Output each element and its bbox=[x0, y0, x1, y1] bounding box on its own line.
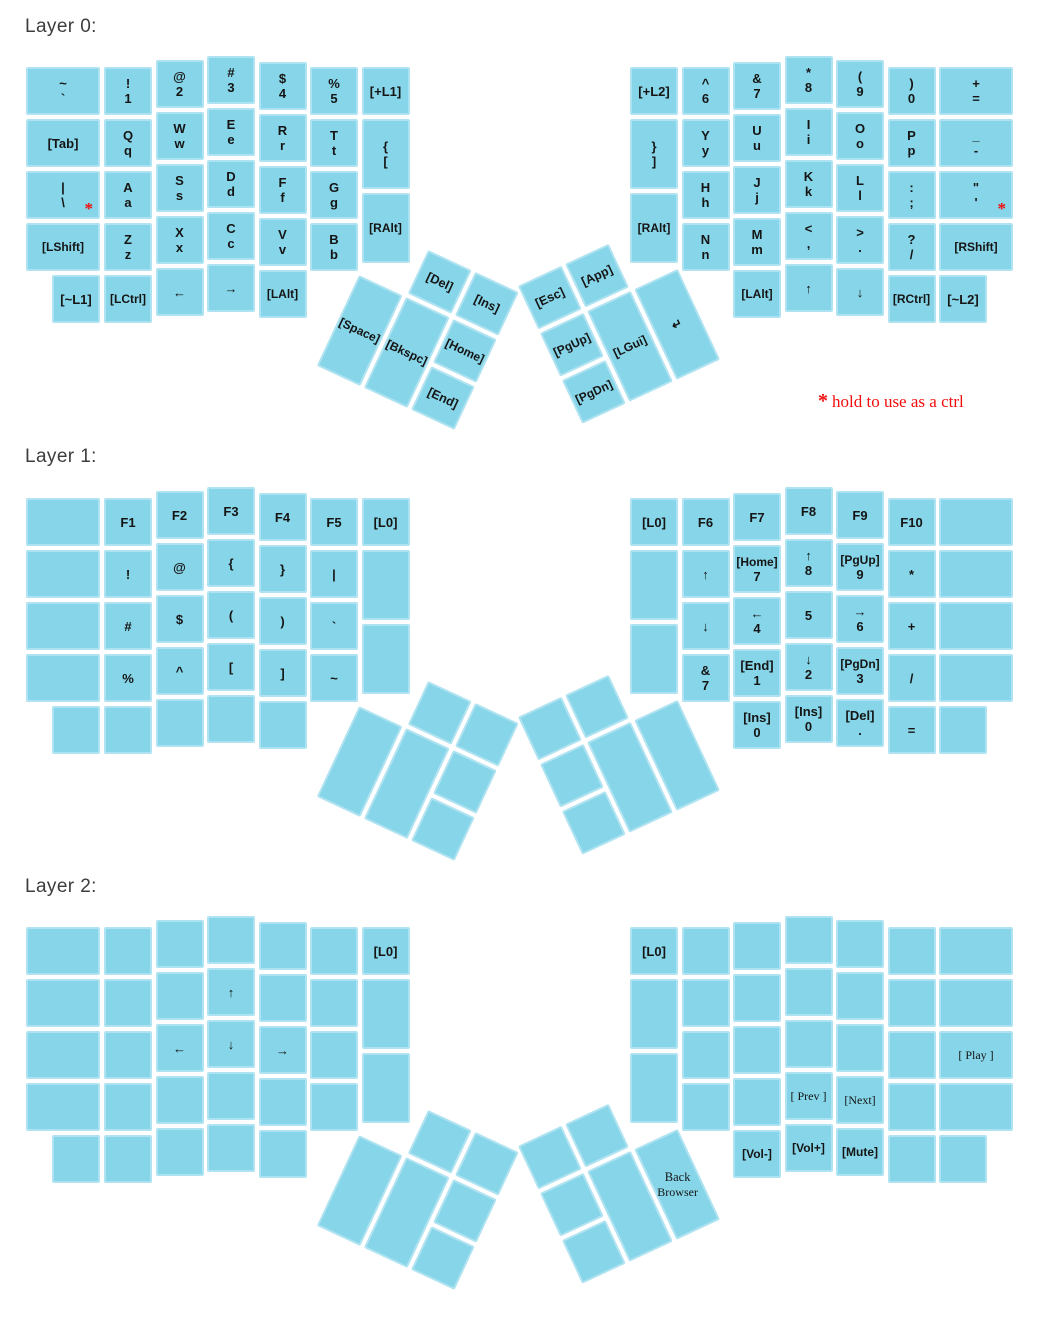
key-left-c3r4 bbox=[156, 1128, 204, 1176]
key-right-c5r1: [PgUp] 9 bbox=[836, 543, 884, 591]
key-left-c4r1: ↑ bbox=[207, 968, 255, 1016]
key-right-c6r3: / bbox=[888, 654, 936, 702]
key-right-c7r2 bbox=[939, 602, 1013, 650]
key-left-c4r2: ↓ bbox=[207, 1020, 255, 1068]
key-left-c6r3: ~ bbox=[310, 654, 358, 702]
key-left-c1r0 bbox=[26, 498, 100, 546]
key-left-c2r0: ! 1 bbox=[104, 67, 152, 115]
key-left-c7r0: [+L1] bbox=[362, 67, 410, 115]
key-left-c4r3: C c bbox=[207, 212, 255, 260]
key-right-c3r0 bbox=[733, 922, 781, 970]
key-left-c3r2: ← bbox=[156, 1024, 204, 1072]
key-right-c2r1: ↑ bbox=[682, 550, 730, 598]
key-right-c6r4 bbox=[888, 1135, 936, 1183]
key-left-c2r1: Q q bbox=[104, 119, 152, 167]
key-right-c5r4: [Mute] bbox=[836, 1128, 884, 1176]
key-right-c3r2: J j bbox=[733, 166, 781, 214]
key-right-c7r0 bbox=[939, 498, 1013, 546]
key-right-c2r1: Y y bbox=[682, 119, 730, 167]
key-left-c4r4: → bbox=[207, 264, 255, 312]
key-left-c4r3: [ bbox=[207, 643, 255, 691]
key-left-c5r0: $ 4 bbox=[259, 62, 307, 110]
key-left-c5r2: F f bbox=[259, 166, 307, 214]
key-right-c7r2: " ' * bbox=[939, 171, 1013, 219]
asterisk-icon: * bbox=[997, 199, 1006, 218]
key-right-c4r0: * 8 bbox=[785, 56, 833, 104]
key-left-c4r1: E e bbox=[207, 108, 255, 156]
key-right-c1r0: [+L2] bbox=[630, 67, 678, 115]
key-right-c4r4: [Ins] 0 bbox=[785, 695, 833, 743]
key-left-c1r0: ~ ` bbox=[26, 67, 100, 115]
key-left-c4r0: # 3 bbox=[207, 56, 255, 104]
key-left-c3r0 bbox=[156, 920, 204, 968]
key-left-c3r0: F2 bbox=[156, 491, 204, 539]
key-right-c6r2 bbox=[888, 1031, 936, 1079]
key-left-c2r3: Z z bbox=[104, 223, 152, 271]
key-left-c6r1: T t bbox=[310, 119, 358, 167]
key-right-c4r4: [Vol+] bbox=[785, 1124, 833, 1172]
key-right-c3r4: [Ins] 0 bbox=[733, 701, 781, 749]
key-left-c1r2: | \ * bbox=[26, 171, 100, 219]
key-left-c5r1: R r bbox=[259, 114, 307, 162]
key-left-c2r2 bbox=[104, 1031, 152, 1079]
key-left-c6r3 bbox=[310, 1083, 358, 1131]
key-right-c6r1: * bbox=[888, 550, 936, 598]
key-left-c2r0 bbox=[104, 927, 152, 975]
key-left-c2r4 bbox=[104, 1135, 152, 1183]
key-left-c7t1: { [ bbox=[362, 119, 410, 189]
key-right-c4r3: [ Prev ] bbox=[785, 1072, 833, 1120]
key-left-c4r0: F3 bbox=[207, 487, 255, 535]
key-left-c3r2: S s bbox=[156, 164, 204, 212]
key-right-c6r3 bbox=[888, 1083, 936, 1131]
key-right-c5r3: [Next] bbox=[836, 1076, 884, 1124]
key-right-t_enter: Back Browser bbox=[634, 1129, 720, 1240]
layer-2-heading: Layer 2: bbox=[25, 876, 97, 897]
key-left-c7r0: [L0] bbox=[362, 927, 410, 975]
key-right-c4r2: K k bbox=[785, 160, 833, 208]
key-right-c5r4: [Del] . bbox=[836, 699, 884, 747]
key-left-c6r2 bbox=[310, 1031, 358, 1079]
key-left-c5r0: F4 bbox=[259, 493, 307, 541]
key-right-c3r3: [End] 1 bbox=[733, 649, 781, 697]
key-left-c2r2: # bbox=[104, 602, 152, 650]
layer-0-heading: Layer 0: bbox=[25, 16, 97, 37]
note-text: hold to use as a ctrl bbox=[832, 392, 964, 411]
key-left-t_space: [Space] bbox=[317, 275, 403, 386]
hold-ctrl-note bbox=[818, 390, 964, 413]
key-left-c2r4 bbox=[104, 706, 152, 754]
layer-1-heading: Layer 1: bbox=[25, 446, 97, 467]
key-left-c7t2 bbox=[362, 1053, 410, 1123]
key-left-c6r1: | bbox=[310, 550, 358, 598]
key-right-c1t1 bbox=[630, 550, 678, 620]
key-right-c7r0 bbox=[939, 927, 1013, 975]
key-left-c5r4: [LAlt] bbox=[259, 270, 307, 318]
key-right-c1t2 bbox=[630, 1053, 678, 1123]
key-right-c4r1: ↑ 8 bbox=[785, 539, 833, 587]
key-left-t_del: [Del] bbox=[408, 250, 472, 314]
key-left-c1r4 bbox=[52, 1135, 100, 1183]
key-left-c1r4 bbox=[52, 706, 100, 754]
key-right-c3r0: & 7 bbox=[733, 62, 781, 110]
key-right-c2r2: ↓ bbox=[682, 602, 730, 650]
key-right-c5r2 bbox=[836, 1024, 884, 1072]
key-left-c4r3 bbox=[207, 1072, 255, 1120]
key-left-c5r2: → bbox=[259, 1026, 307, 1074]
key-left-c2r1: ! bbox=[104, 550, 152, 598]
key-right-c7r2: [ Play ] bbox=[939, 1031, 1013, 1079]
key-right-c7r4 bbox=[939, 706, 987, 754]
key-right-c5r2: → 6 bbox=[836, 595, 884, 643]
key-left-t_home: [Home] bbox=[433, 319, 497, 383]
key-right-c3r0: F7 bbox=[733, 493, 781, 541]
key-left-c6r0: % 5 bbox=[310, 67, 358, 115]
key-right-c3r3: M m bbox=[733, 218, 781, 266]
key-right-c7r1 bbox=[939, 550, 1013, 598]
key-left-c3r4 bbox=[156, 699, 204, 747]
key-right-c1r0: [L0] bbox=[630, 498, 678, 546]
key-right-c2r1 bbox=[682, 979, 730, 1027]
key-left-c1r3: [LShift] bbox=[26, 223, 100, 271]
key-right-c3r4: [LAlt] bbox=[733, 270, 781, 318]
key-right-c6r2: + bbox=[888, 602, 936, 650]
key-left-c7r0: [L0] bbox=[362, 498, 410, 546]
key-right-c6r0 bbox=[888, 927, 936, 975]
key-left-c4r4 bbox=[207, 1124, 255, 1172]
key-left-c2r2: A a bbox=[104, 171, 152, 219]
key-left-c7t2 bbox=[362, 624, 410, 694]
key-left-c5r1 bbox=[259, 974, 307, 1022]
key-left-c3r4: ← bbox=[156, 268, 204, 316]
key-left-c5r3: V v bbox=[259, 218, 307, 266]
key-right-c7r1 bbox=[939, 979, 1013, 1027]
key-left-c3r3: X x bbox=[156, 216, 204, 264]
key-left-c7t1 bbox=[362, 550, 410, 620]
key-left-c4r4 bbox=[207, 695, 255, 743]
key-right-c1t2 bbox=[630, 624, 678, 694]
key-right-c6r1: P p bbox=[888, 119, 936, 167]
key-right-t_app: [App] bbox=[565, 244, 629, 308]
key-right-c6r1 bbox=[888, 979, 936, 1027]
key-right-c4r2 bbox=[785, 1020, 833, 1068]
key-left-c3r3 bbox=[156, 1076, 204, 1124]
key-left-c6r2: ` bbox=[310, 602, 358, 650]
key-right-c2r3: & 7 bbox=[682, 654, 730, 702]
key-right-c4r2: 5 bbox=[785, 591, 833, 639]
key-right-c5r1 bbox=[836, 972, 884, 1020]
key-right-c4r3: < , bbox=[785, 212, 833, 260]
key-left-c7t1 bbox=[362, 979, 410, 1049]
key-left-c2r1 bbox=[104, 979, 152, 1027]
key-right-c7r4: [~L2] bbox=[939, 275, 987, 323]
key-right-t_pgup: [PgUp] bbox=[540, 313, 604, 377]
key-right-c2r0: F6 bbox=[682, 498, 730, 546]
key-right-t_esc: [Esc] bbox=[518, 266, 582, 330]
key-left-c1r3 bbox=[26, 1083, 100, 1131]
key-left-c7t2: [RAlt] bbox=[362, 193, 410, 263]
key-left-c3r1 bbox=[156, 972, 204, 1020]
key-right-c6r4: = bbox=[888, 706, 936, 754]
key-right-c3r1: [Home] 7 bbox=[733, 545, 781, 593]
key-left-c1r0 bbox=[26, 927, 100, 975]
key-right-c7r3: [RShift] bbox=[939, 223, 1013, 271]
key-right-c4r4: ↑ bbox=[785, 264, 833, 312]
key-left-c5r3: ] bbox=[259, 649, 307, 697]
key-right-t_lgui: [LGui] bbox=[587, 291, 673, 402]
key-right-c5r1: O o bbox=[836, 112, 884, 160]
key-left-c2r3: % bbox=[104, 654, 152, 702]
key-right-c1t1 bbox=[630, 979, 678, 1049]
key-left-c6r0: F5 bbox=[310, 498, 358, 546]
key-right-c2r0: ^ 6 bbox=[682, 67, 730, 115]
key-left-c4r0 bbox=[207, 916, 255, 964]
key-right-c2r2: H h bbox=[682, 171, 730, 219]
key-left-c4r2: D d bbox=[207, 160, 255, 208]
key-left-c5r3 bbox=[259, 1078, 307, 1126]
key-left-c1r1: [Tab] bbox=[26, 119, 100, 167]
key-right-c7r0: + = bbox=[939, 67, 1013, 115]
key-left-c6r3: B b bbox=[310, 223, 358, 271]
key-right-c3r2 bbox=[733, 1026, 781, 1074]
key-right-t_enter: ↵ bbox=[634, 269, 720, 380]
key-left-c5r2: ) bbox=[259, 597, 307, 645]
key-left-t_ins: [Ins] bbox=[455, 272, 519, 336]
key-right-c7r3 bbox=[939, 654, 1013, 702]
key-left-c5r1: } bbox=[259, 545, 307, 593]
key-right-c3r3 bbox=[733, 1078, 781, 1126]
key-right-c7r3 bbox=[939, 1083, 1013, 1131]
key-right-c5r0 bbox=[836, 920, 884, 968]
key-left-c1r1 bbox=[26, 979, 100, 1027]
key-right-c5r4: ↓ bbox=[836, 268, 884, 316]
key-left-c3r0: @ 2 bbox=[156, 60, 204, 108]
key-right-c7r1: _ - bbox=[939, 119, 1013, 167]
key-right-c5r2: L l bbox=[836, 164, 884, 212]
key-right-c5r3: > . bbox=[836, 216, 884, 264]
key-right-c3r1 bbox=[733, 974, 781, 1022]
key-right-c2r3: N n bbox=[682, 223, 730, 271]
key-right-c4r0: F8 bbox=[785, 487, 833, 535]
key-right-c5r0: ( 9 bbox=[836, 60, 884, 108]
key-right-c6r3: ? / bbox=[888, 223, 936, 271]
key-left-c4r1: { bbox=[207, 539, 255, 587]
key-left-c2r4: [LCtrl] bbox=[104, 275, 152, 323]
key-left-c1r1 bbox=[26, 550, 100, 598]
asterisk-icon: * bbox=[818, 390, 828, 412]
key-right-c6r0: ) 0 bbox=[888, 67, 936, 115]
key-right-c2r3 bbox=[682, 1083, 730, 1131]
key-right-c3r2: ← 4 bbox=[733, 597, 781, 645]
key-right-c6r2: : ; bbox=[888, 171, 936, 219]
key-right-c6r4: [RCtrl] bbox=[888, 275, 936, 323]
key-left-c3r1: W w bbox=[156, 112, 204, 160]
key-left-c5r0 bbox=[259, 922, 307, 970]
key-left-c4r2: ( bbox=[207, 591, 255, 639]
key-left-c3r2: $ bbox=[156, 595, 204, 643]
key-left-t_bkspc: [Bkspc] bbox=[364, 297, 450, 408]
key-right-c6r0: F10 bbox=[888, 498, 936, 546]
asterisk-icon: * bbox=[84, 199, 93, 218]
key-left-c5r4 bbox=[259, 1130, 307, 1178]
key-left-c1r2 bbox=[26, 1031, 100, 1079]
key-right-c4r0 bbox=[785, 916, 833, 964]
key-left-c2r3 bbox=[104, 1083, 152, 1131]
key-right-c5r3: [PgDn] 3 bbox=[836, 647, 884, 695]
key-right-c4r3: ↓ 2 bbox=[785, 643, 833, 691]
key-right-c3r1: U u bbox=[733, 114, 781, 162]
key-left-c6r1 bbox=[310, 979, 358, 1027]
key-right-c2r0 bbox=[682, 927, 730, 975]
key-left-c2r0: F1 bbox=[104, 498, 152, 546]
key-right-t_pgdn: [PgDn] bbox=[562, 360, 626, 424]
key-left-c1r2 bbox=[26, 602, 100, 650]
key-right-c4r1: I i bbox=[785, 108, 833, 156]
key-right-c3r4: [Vol-] bbox=[733, 1130, 781, 1178]
key-right-c1t1: } ] bbox=[630, 119, 678, 189]
key-right-c4r1 bbox=[785, 968, 833, 1016]
key-left-c1r4: [~L1] bbox=[52, 275, 100, 323]
key-left-c3r1: @ bbox=[156, 543, 204, 591]
key-left-c6r2: G g bbox=[310, 171, 358, 219]
key-left-c5r4 bbox=[259, 701, 307, 749]
key-right-c1r0: [L0] bbox=[630, 927, 678, 975]
key-left-t_end: [End] bbox=[411, 366, 475, 430]
key-left-c1r3 bbox=[26, 654, 100, 702]
key-left-c3r3: ^ bbox=[156, 647, 204, 695]
key-right-c1t2: [RAlt] bbox=[630, 193, 678, 263]
key-right-c7r4 bbox=[939, 1135, 987, 1183]
key-right-c5r0: F9 bbox=[836, 491, 884, 539]
key-left-c6r0 bbox=[310, 927, 358, 975]
key-right-c2r2 bbox=[682, 1031, 730, 1079]
